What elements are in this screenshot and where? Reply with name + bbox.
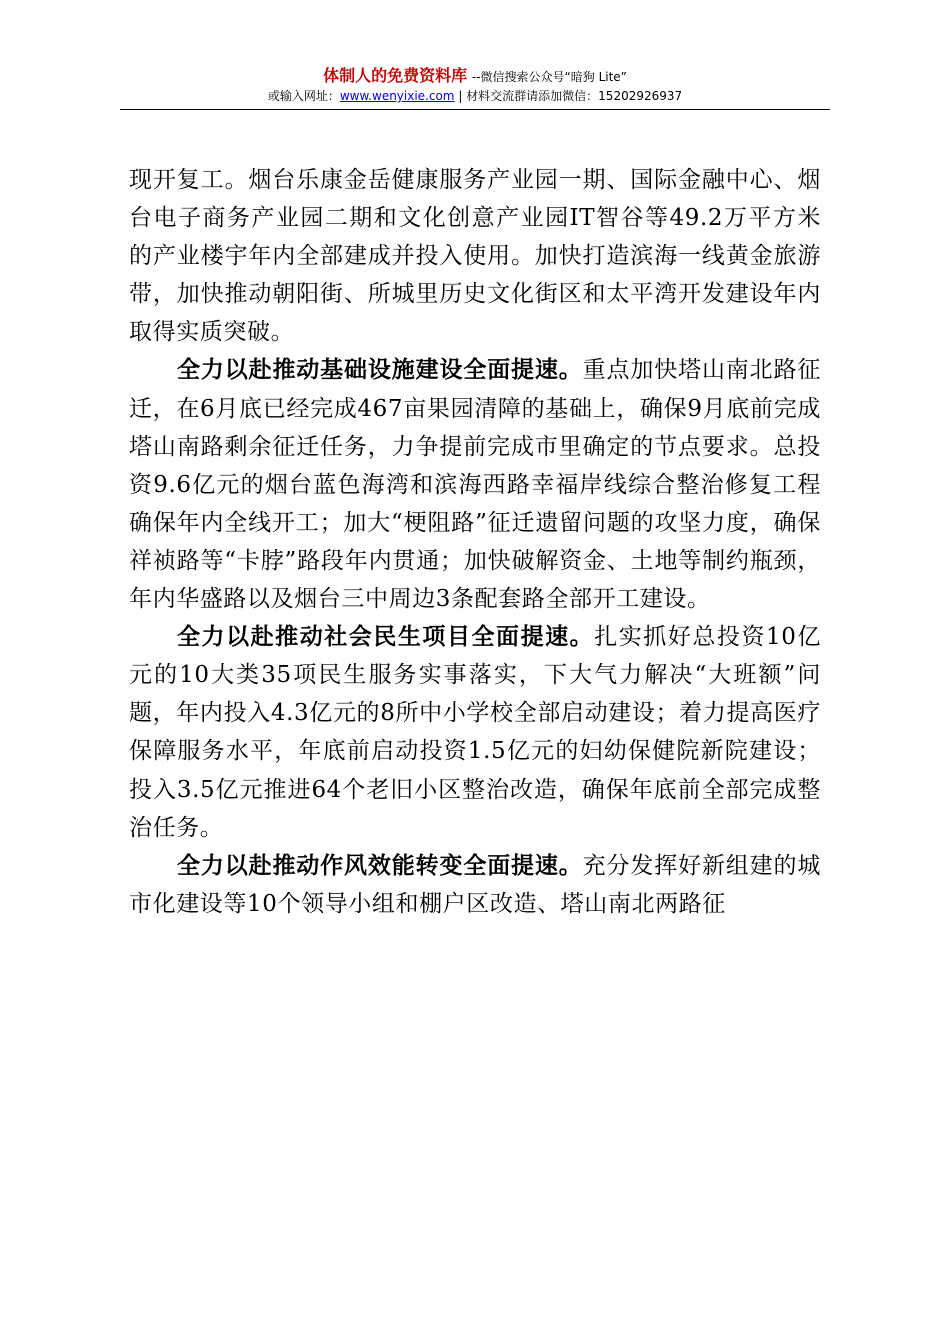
paragraph-continuation — [129, 161, 821, 351]
paragraph-text: 现开复工。烟台乐康金岳健康服务产业园一期、国际金融中心、烟台电子商务产业园二期和文化创意产业园IT智谷等49.2万平方米的产业楼宇年内全部建成并投入使用。加快打造滨海一线黄金旅游带，加快推动朝阳街、所城里历史文化街区和太平湾开发建设年内取得实质突破。 — [129, 167, 821, 346]
header-line-2 — [120, 87, 830, 105]
header-line-1 — [120, 66, 830, 87]
paragraph-livelihood — [129, 618, 821, 847]
paragraph-text: 重点加快塔山南北路征迁，在6月底已经完成467亩果园清障的基础上，确保9月底前完成塔山南路剩余征迁任务，力争提前完成市里确定的节点要求。总投资9.6亿元的烟台蓝色海湾和滨海西路幸福岸线综合整治修复工程确保年内全线开工；加大“梗阻路”征迁遗留问题的攻坚力度，确保祥祯路等“卡脖”路段年内贯通；加快破解资金、土地等制约瓶颈，年内华盛路以及烟台三中周边3条配套路全部开工建设。 — [129, 357, 822, 613]
paragraph-infrastructure — [129, 351, 821, 618]
header-url-prefix: 或输入网址： — [267, 89, 340, 103]
paragraph-heading: 全力以赴推动社会民生项目全面提速。 — [177, 623, 595, 651]
paragraph-heading: 全力以赴推动作风效能转变全面提速。 — [177, 851, 583, 879]
header-tagline: --微信搜索公众号“暗狗 Lite” — [471, 70, 627, 84]
header-wechat-info: | 材料交流群请添加微信：15202926937 — [454, 89, 683, 103]
paragraph-work-style — [129, 847, 821, 923]
paragraph-text: 扎实抓好总投资10亿元的10大类35项民生服务实事落实，下大气力解决“大班额”问题，年内投入4.3亿元的8所中小学校全部启动建设；着力提高医疗保障服务水平，年底前启动投资1.5亿元的妇幼保健院新院建设；投入3.5亿元推进64个老旧小区整治改造，确保年底前全部完成整治任务。 — [129, 624, 821, 841]
header-divider — [120, 109, 830, 110]
header-title: 体制人的免费资料库 — [323, 66, 468, 85]
page-header — [120, 66, 830, 105]
document-body — [129, 161, 821, 923]
website-link[interactable]: www.wenyixie.com — [339, 89, 455, 103]
paragraph-text: 充分发挥好新组建的城市化建设等10个领导小组和棚户区改造、塔山南北两路征 — [129, 852, 822, 917]
paragraph-heading: 全力以赴推动基础设施建设全面提速。 — [177, 356, 583, 384]
